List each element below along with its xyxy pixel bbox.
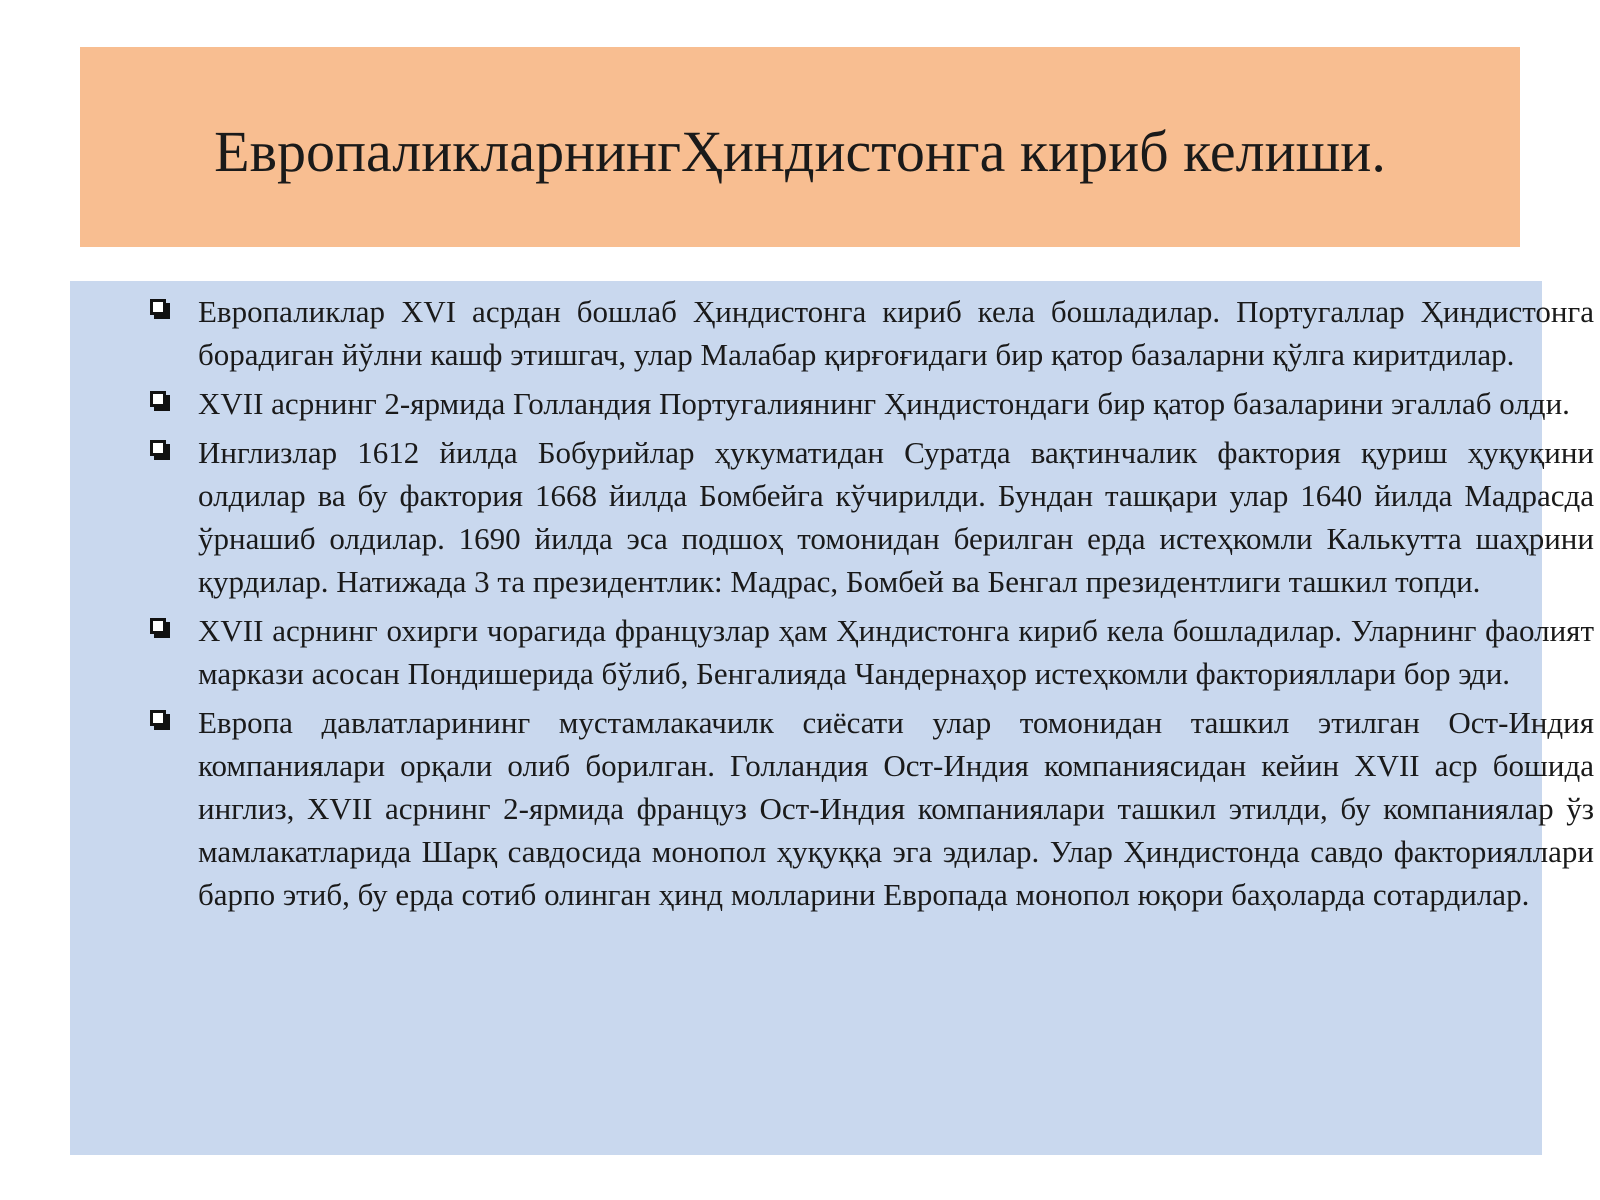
bullet-text: Инглизлар 1612 йилда Бобурийлар ҳукуматидан Суратда вақтинчалик фактория қуриш ҳуқуқини олдилар ва бу фактория 1668 йилда Бомбейга кўчирилди. Бундан ташқари улар 1640 йилда Мадрасда ўрнашиб олдилар. 1690 йилда эса подшоҳ томонидан берилган ерда истеҳкомли Калькутта шаҳрини қурдилар. Натижада 3 та президентлик: Мадрас, Бомбей ва Бенгал президентлиги ташкил топди. <box>198 435 1594 599</box>
bullet-list <box>150 290 1594 922</box>
bullet-text: XVII асрнинг 2-ярмида Голландия Португалиянинг Ҳиндистондаги бир қатор базаларини эгаллаб олди. <box>198 386 1570 421</box>
checkbox-icon <box>150 440 166 456</box>
checkbox-icon <box>150 710 166 726</box>
checkbox-icon <box>150 391 166 407</box>
list-item <box>150 431 1594 603</box>
bullet-text: Европа давлатларининг мустамлакачилк сиёсати улар томонидан ташкил этилган Ост-Индия компаниялари орқали олиб борилган. Голландия Ост-Индия компаниясидан кейин XVII аср бошида инглиз, XVII асрнинг 2-ярмида француз Ост-Индия компаниялари ташкил этилди, бу компаниялар ўз мамлакатларида Шарқ савдосида монопол ҳуқуққа эга эдилар. Улар Ҳиндистонда савдо факторияллари барпо этиб, бу ерда сотиб олинган ҳинд молларини Европада монопол юқори баҳоларда сотардилар. <box>198 705 1594 912</box>
bullet-text: Европаликлар XVI асрдан бошлаб Ҳиндистонга кириб кела бошладилар. Португаллар Ҳиндистонга борадиган йўлни кашф этишгач, улар Малабар қирғоғидаги бир қатор базаларни қўлга киритдилар. <box>198 294 1594 372</box>
list-item <box>150 290 1594 376</box>
checkbox-icon <box>150 299 166 315</box>
slide-title: ЕвропаликларнингҲиндистонга кириб келиши. <box>214 118 1386 184</box>
list-item <box>150 382 1594 425</box>
list-item <box>150 701 1594 916</box>
checkbox-icon <box>150 618 166 634</box>
bullet-text: XVII асрнинг охирги чорагида французлар ҳам Ҳиндистонга кириб кела бошладилар. Уларнинг фаолият маркази асосан Пондишерида бўлиб, Бенгалияда Чандернаҳор истеҳкомли факторияллари бор эди. <box>198 613 1594 691</box>
title-banner <box>80 47 1520 247</box>
list-item <box>150 609 1594 695</box>
content-panel <box>70 281 1594 1155</box>
